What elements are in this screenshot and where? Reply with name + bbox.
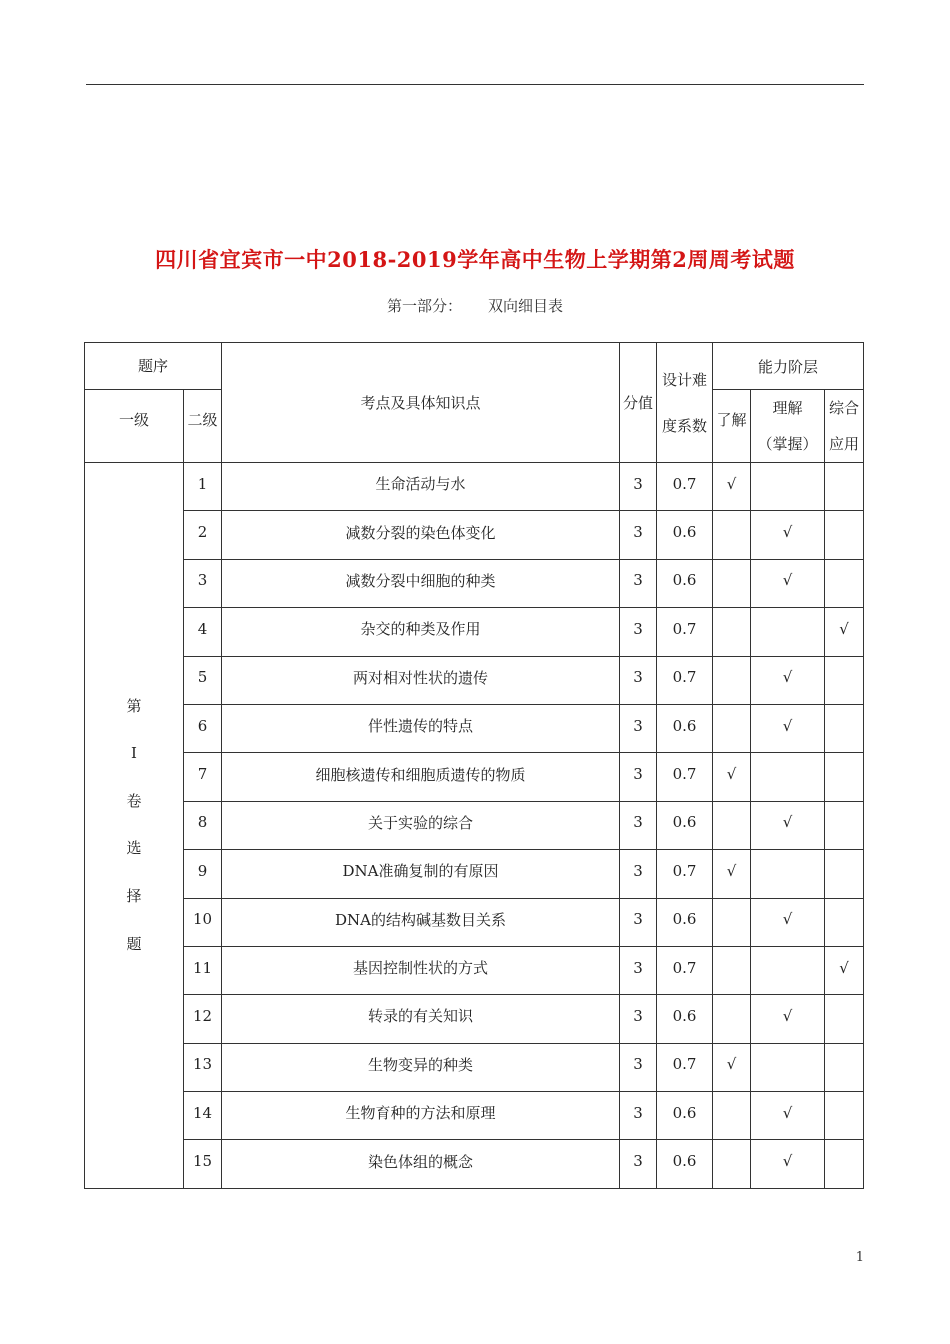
section-label	[85, 463, 184, 1189]
row-number: 9	[184, 850, 222, 898]
row-difficulty: 0.6	[657, 995, 713, 1043]
row-comprehend-mark	[751, 753, 825, 801]
row-apply-mark	[825, 801, 864, 849]
row-comprehend-mark: √	[751, 801, 825, 849]
row-difficulty: 0.6	[657, 801, 713, 849]
subtitle-name: 双向细目表	[488, 297, 564, 315]
row-number: 6	[184, 704, 222, 752]
table-row	[85, 1092, 864, 1140]
row-topic: 两对相对性状的遗传	[222, 656, 620, 704]
row-comprehend-mark: √	[751, 511, 825, 559]
row-difficulty: 0.7	[657, 656, 713, 704]
row-understand-mark	[713, 946, 751, 994]
row-topic: 染色体组的概念	[222, 1140, 620, 1188]
row-understand-mark: √	[713, 850, 751, 898]
table-row	[85, 898, 864, 946]
row-difficulty: 0.7	[657, 850, 713, 898]
row-score: 3	[620, 995, 657, 1043]
row-score: 3	[620, 511, 657, 559]
header-difficulty-line2: 度系数	[662, 416, 708, 435]
header-apply-line1: 综合	[829, 399, 860, 417]
row-difficulty: 0.7	[657, 753, 713, 801]
table-row	[85, 511, 864, 559]
row-apply-mark	[825, 704, 864, 752]
header-rule	[86, 84, 864, 85]
row-understand-mark	[713, 898, 751, 946]
row-topic: 减数分裂中细胞的种类	[222, 559, 620, 607]
table-row	[85, 995, 864, 1043]
row-number: 11	[184, 946, 222, 994]
row-apply-mark	[825, 995, 864, 1043]
row-score: 3	[620, 1092, 657, 1140]
row-comprehend-mark: √	[751, 1140, 825, 1188]
row-topic: 生物育种的方法和原理	[222, 1092, 620, 1140]
row-number: 2	[184, 511, 222, 559]
row-score: 3	[620, 463, 657, 511]
table-row	[85, 1043, 864, 1091]
row-topic: 伴性遗传的特点	[222, 704, 620, 752]
row-topic: 细胞核遗传和细胞质遗传的物质	[222, 753, 620, 801]
row-number: 7	[184, 753, 222, 801]
row-apply-mark: √	[825, 608, 864, 656]
row-difficulty: 0.7	[657, 463, 713, 511]
row-difficulty: 0.6	[657, 704, 713, 752]
row-comprehend-mark	[751, 463, 825, 511]
header-comprehend-line1: 理解	[772, 399, 803, 417]
header-understand: 了解	[713, 390, 751, 463]
header-comprehend	[751, 390, 825, 463]
row-apply-mark	[825, 1140, 864, 1188]
row-difficulty: 0.7	[657, 946, 713, 994]
row-topic: DNA的结构碱基数目关系	[222, 898, 620, 946]
row-understand-mark: √	[713, 753, 751, 801]
header-apply	[825, 390, 864, 463]
header-ability: 能力阶层	[713, 343, 864, 390]
row-apply-mark	[825, 1043, 864, 1091]
row-understand-mark	[713, 995, 751, 1043]
row-difficulty: 0.6	[657, 559, 713, 607]
row-topic: 生物变异的种类	[222, 1043, 620, 1091]
row-score: 3	[620, 1140, 657, 1188]
row-understand-mark: √	[713, 463, 751, 511]
header-difficulty	[657, 343, 713, 463]
header-difficulty-line1: 设计难	[662, 370, 708, 389]
row-number: 1	[184, 463, 222, 511]
header-score: 分值	[620, 343, 657, 463]
table-row	[85, 608, 864, 656]
table-row	[85, 801, 864, 849]
page-number: 1	[855, 1250, 864, 1265]
section-label-char: Ⅰ	[131, 744, 137, 763]
row-score: 3	[620, 946, 657, 994]
row-difficulty: 0.7	[657, 1043, 713, 1091]
section-label-char: 选	[126, 839, 142, 858]
specification-table	[84, 342, 864, 1189]
table-row	[85, 463, 864, 511]
row-apply-mark	[825, 463, 864, 511]
row-comprehend-mark: √	[751, 656, 825, 704]
table-row	[85, 559, 864, 607]
row-understand-mark	[713, 511, 751, 559]
row-topic: 减数分裂的染色体变化	[222, 511, 620, 559]
row-comprehend-mark	[751, 946, 825, 994]
row-topic: 转录的有关知识	[222, 995, 620, 1043]
row-score: 3	[620, 559, 657, 607]
row-apply-mark	[825, 511, 864, 559]
row-apply-mark	[825, 850, 864, 898]
row-score: 3	[620, 850, 657, 898]
row-comprehend-mark: √	[751, 995, 825, 1043]
row-difficulty: 0.7	[657, 608, 713, 656]
row-understand-mark	[713, 559, 751, 607]
table-row	[85, 656, 864, 704]
row-score: 3	[620, 608, 657, 656]
row-understand-mark	[713, 704, 751, 752]
row-difficulty: 0.6	[657, 1140, 713, 1188]
row-understand-mark	[713, 1140, 751, 1188]
header-question-order: 题序	[85, 343, 222, 390]
row-topic: DNA准确复制的有原因	[222, 850, 620, 898]
row-number: 13	[184, 1043, 222, 1091]
row-comprehend-mark: √	[751, 704, 825, 752]
row-apply-mark	[825, 1092, 864, 1140]
row-apply-mark	[825, 898, 864, 946]
row-score: 3	[620, 801, 657, 849]
row-number: 14	[184, 1092, 222, 1140]
row-apply-mark	[825, 559, 864, 607]
row-comprehend-mark	[751, 608, 825, 656]
row-topic: 杂交的种类及作用	[222, 608, 620, 656]
row-score: 3	[620, 1043, 657, 1091]
row-number: 10	[184, 898, 222, 946]
header-level1: 一级	[85, 390, 184, 463]
row-apply-mark: √	[825, 946, 864, 994]
row-number: 15	[184, 1140, 222, 1188]
header-knowledge: 考点及具体知识点	[222, 343, 620, 463]
row-comprehend-mark	[751, 1043, 825, 1091]
row-understand-mark	[713, 656, 751, 704]
row-topic: 基因控制性状的方式	[222, 946, 620, 994]
section-label-char: 择	[126, 887, 142, 906]
row-comprehend-mark: √	[751, 559, 825, 607]
row-number: 4	[184, 608, 222, 656]
row-difficulty: 0.6	[657, 898, 713, 946]
table-row	[85, 704, 864, 752]
section-label-char: 题	[126, 934, 142, 953]
row-comprehend-mark	[751, 850, 825, 898]
section-label-char: 第	[126, 696, 142, 715]
row-number: 8	[184, 801, 222, 849]
subtitle-part: 第一部分：	[386, 297, 462, 315]
row-understand-mark: √	[713, 1043, 751, 1091]
row-difficulty: 0.6	[657, 1092, 713, 1140]
row-apply-mark	[825, 656, 864, 704]
section-label-char: 卷	[126, 791, 142, 810]
row-number: 12	[184, 995, 222, 1043]
row-difficulty: 0.6	[657, 511, 713, 559]
row-score: 3	[620, 704, 657, 752]
document-title: 四川省宜宾市一中2018-2019学年高中生物上学期第2周周考试题	[155, 247, 795, 272]
row-score: 3	[620, 898, 657, 946]
row-topic: 生命活动与水	[222, 463, 620, 511]
header-level2: 二级	[184, 390, 222, 463]
row-number: 5	[184, 656, 222, 704]
table-row	[85, 946, 864, 994]
document-subtitle	[0, 295, 950, 316]
row-number: 3	[184, 559, 222, 607]
row-score: 3	[620, 656, 657, 704]
table-row	[85, 850, 864, 898]
row-score: 3	[620, 753, 657, 801]
row-topic: 关于实验的综合	[222, 801, 620, 849]
row-comprehend-mark: √	[751, 898, 825, 946]
row-understand-mark	[713, 1092, 751, 1140]
row-apply-mark	[825, 753, 864, 801]
row-understand-mark	[713, 801, 751, 849]
header-apply-line2: 应用	[829, 435, 860, 453]
header-comprehend-line2: （掌握）	[757, 435, 818, 453]
row-understand-mark	[713, 608, 751, 656]
row-comprehend-mark: √	[751, 1092, 825, 1140]
table-row	[85, 753, 864, 801]
table-row	[85, 1140, 864, 1188]
